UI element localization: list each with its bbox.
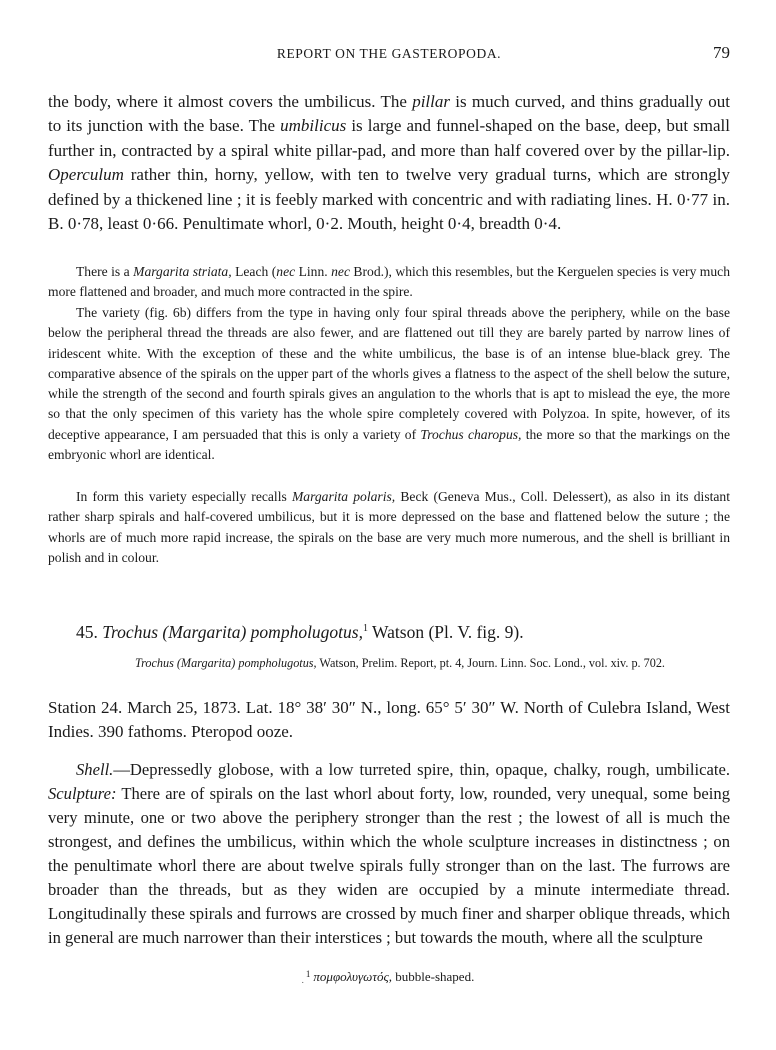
- running-head: [48, 43, 730, 65]
- running-head-title: REPORT ON THE GASTEROPODA.: [276, 46, 502, 61]
- shell-description: Shell.—Depressedly globose, with a low turreted spire, thin, opaque, chalky, rough, umbilicate. Sculpture: There are of spirals on the last whorl about forty, low, rounded, very unequal, some being very minute, one or two above the periphery stronger than the rest ; the lowest of all is much the strongest, and defines the umbilicus, within which the whole sculpture increases in distinctness ; on the penultimate whorl there are about twelve spirals fully stronger than on the last. The furrows are broader than the threads, but as they widen are occupied by a minute intermediate thread. Longitudinally these spirals and furrows are crossed by much finer and sharper oblique threads, which in general are much narrower than their interstices ; but towards the mouth, where all the sculpture: [48, 760, 730, 947]
- station-info: Station 24. March 25, 1873. Lat. 18° 38′ 30″ N., long. 65° 5′ 30″ W. North of Culebra Island, West Indies. 390 fathoms. Pteropod ooze.: [48, 698, 730, 741]
- footnote: [0, 969, 776, 985]
- paragraph-variety-6b: The variety (fig. 6b) differs from the type in having only four spiral threads above the periphery, while on the base below the peripheral thread the threads are also fewer, and are flattened out till they are barely parted by narrow lines of iridescent white. With the exception of these and the white umbilicus, the base is of an intense blue-black grey. The comparative absence of the spirals on the upper part of the whorls gives a flatness to the aspect of the shell below the suture, while the strength of the second and fourth spirals gives an angulation to the whorls that is apt to mislead the eye, the more so that the only specimen of this variety has the whole spire completely covered with Polyzoa. In spite, however, of its deceptive appearance, I am persuaded that this is only a variety of Trochus charopus, the more so that the markings on the embryonic whorl are identical.: [48, 305, 730, 463]
- footnote-greek: πομφολυγωτός,: [313, 969, 393, 984]
- paragraph-variety-polaris: In form this variety especially recalls Margarita polaris, Beck (Geneva Mus., Coll. Delessert), as also in its distant rather sharp spirals and half-covered umbilicus, but it is more depressed on the base and flattened below the suture ; the whorls are of much more rapid increase, the spirals on the base are very much more numerous, and the shell is brilliant in polish and in colour.: [48, 489, 730, 565]
- paragraph-comparison-striata: There is a Margarita striata, Leach (nec Linn. nec Brod.), which this resembles, but the Kerguelen species is very much more flattened and broader, and much more contracted in the spire.: [48, 264, 731, 300]
- species-reference: Trochus (Margarita) pompholugotus, Watson, Prelim. Report, pt. 4, Journ. Linn. Soc. Lond., vol. xiv. p. 702.: [135, 656, 665, 670]
- footnote-marker: . $^1$: [302, 969, 311, 979]
- paragraph-description-continued: the body, where it almost covers the umbilicus. The pillar is much curved, and thins gradually out to its junction with the base. The umbilicus is large and funnel-shaped on the base, deep, but small further in, contracted by a spiral white pillar-pad, and more than half covered over by the pillar-lip. Operculum rather thin, horny, yellow, with ten to twelve very gradual turns, which are strongly defined by a thickened line ; it is feebly marked with concentric and with radiating lines. H. 0·77 in. B. 0·78, least 0·66. Penultimate whorl, 0·2. Mouth, height 0·4, breadth 0·4.: [48, 92, 730, 234]
- footnote-text: bubble-shaped.: [392, 969, 475, 984]
- species-heading: 45. Trochus (Margarita) pompholugotus,$^1$ Watson (Pl. V. fig. 9).: [76, 622, 524, 642]
- page-number: 79: [713, 43, 730, 62]
